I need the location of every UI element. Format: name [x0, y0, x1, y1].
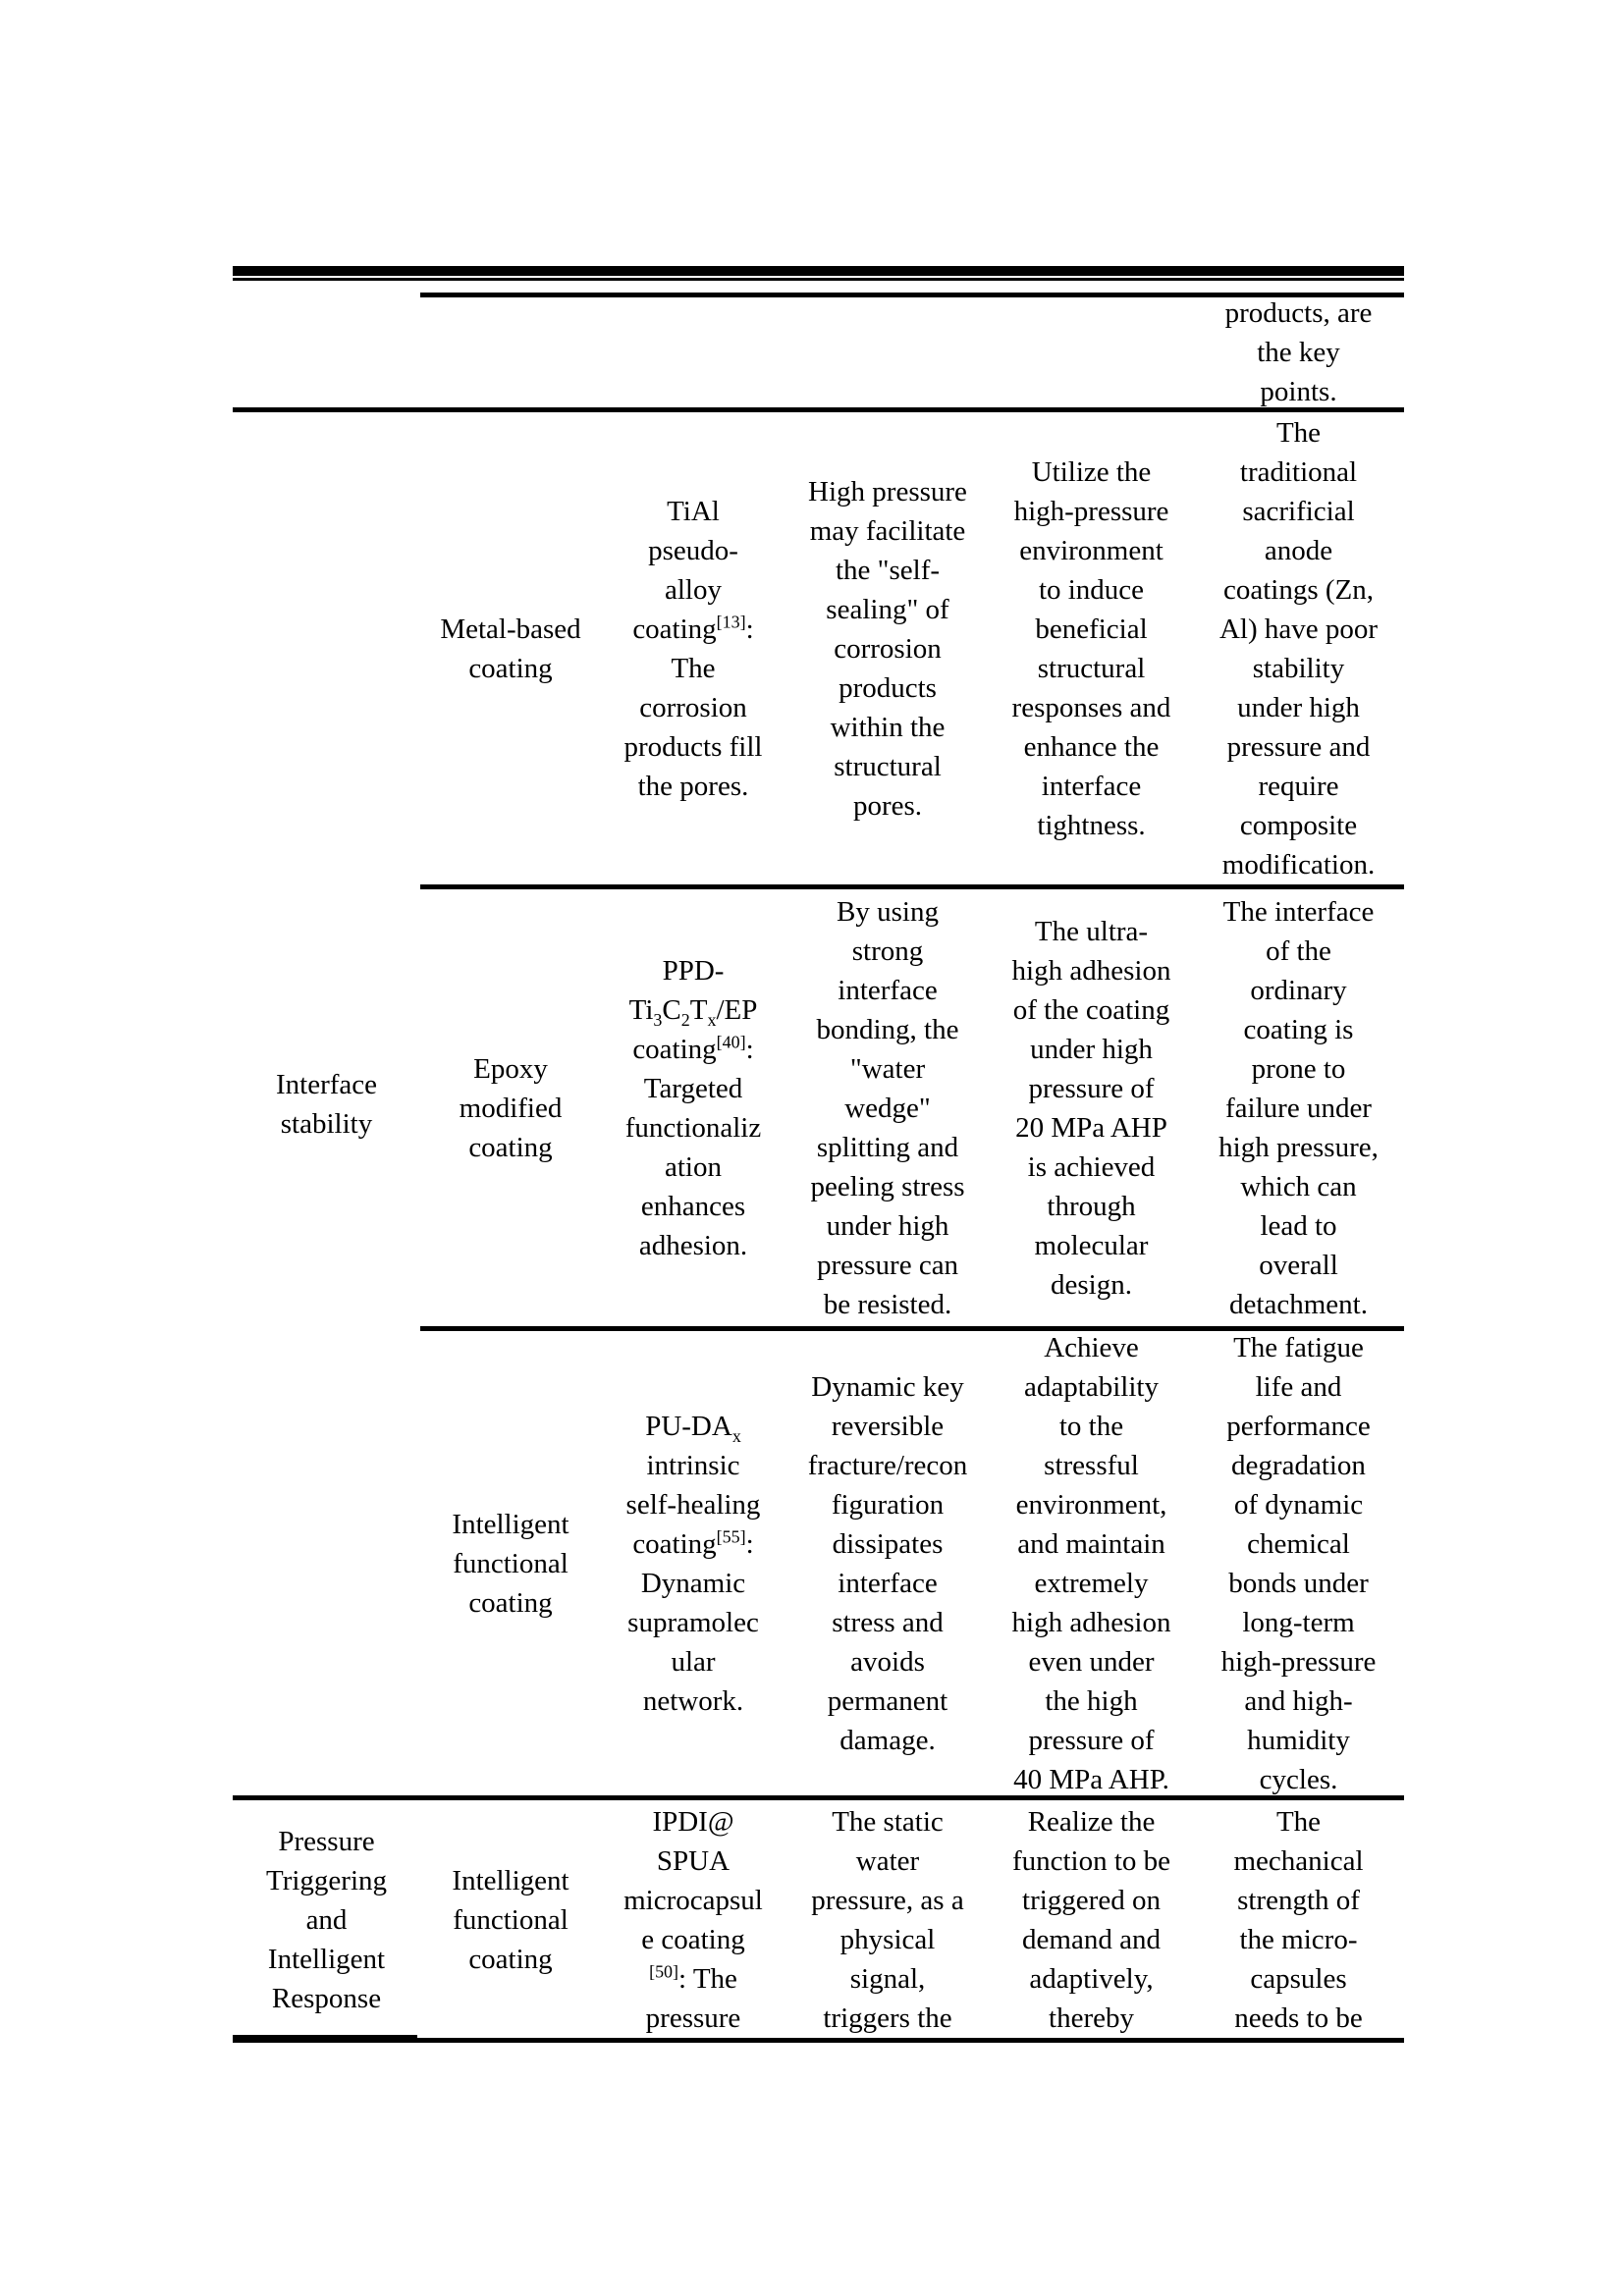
cell-metal-mechanism — [785, 412, 990, 884]
metal-strategy-text: Utilize the high-pressure environment to induce beneficial structural responses and enhance the interface tightness. — [1011, 455, 1171, 841]
cell-selfhealing-strategy — [990, 1331, 1193, 1795]
metal-mechanism-text: High pressure may facilitate the "self- sealing" of corrosion products within the structural pores. — [808, 475, 967, 822]
cell-epoxy-mechanism — [785, 889, 990, 1326]
epoxy-example-text: PPD- $Ti_3C_2T_x/EP$ coating[40]: Targeted functionaliz ation enhances adhesion. — [624, 954, 762, 1261]
selfhealing-strategy-text: Achieve adaptability to the stressful environment, and maintain extremely high adhesion even under the high pressure of 40 MPa AHP. — [1011, 1331, 1171, 1795]
cell-epoxy-example — [601, 889, 785, 1326]
microcapsule-challenge-text: The mechanical strength of the micro- capsules needs to be — [1233, 1806, 1364, 2034]
cell-selfhealing-challenge — [1193, 1331, 1404, 1795]
table-top-rule-thin — [233, 278, 1404, 281]
selfhealing-challenge-text: The fatigue life and performance degradation of dynamic chemical bonds under long-term high-pressure and high- humidity cycles. — [1220, 1331, 1377, 1795]
cell-microcapsule-type — [420, 1804, 601, 2036]
group-interface-stability-label: Interface stability — [275, 1068, 377, 1140]
cell-group-interface-stability — [233, 412, 420, 1795]
cell-microcapsule-mechanism — [785, 1804, 990, 2036]
cell-metal-type — [420, 412, 601, 884]
cell-microcapsule-strategy — [990, 1804, 1193, 2036]
cell-microcapsule-example — [601, 1804, 785, 2036]
epoxy-type-text: Epoxy modified coating — [459, 1052, 563, 1163]
cell-selfhealing-type — [420, 1331, 601, 1795]
cell-metal-strategy — [990, 412, 1193, 884]
bottom-rule-right-segment — [417, 2038, 1404, 2043]
selfhealing-mechanism-text: Dynamic key reversible fracture/recon figuration dissipates interface stress and avoids permanent damage. — [807, 1370, 968, 1756]
bottom-rule-left-segment — [233, 2035, 417, 2043]
microcapsule-mechanism-text: The static water pressure, as a physical signal, triggers the — [811, 1806, 964, 2034]
table-top-rule-thick — [233, 266, 1404, 276]
microcapsule-example-text: IPDI@ SPUA microcapsul e coating [50]: The pressure — [623, 1806, 763, 2034]
cell-epoxy-type — [420, 889, 601, 1326]
cell-microcapsule-challenge — [1193, 1804, 1404, 2036]
metal-type-text: Metal-based coating — [440, 613, 581, 684]
cell-metal-example — [601, 412, 785, 884]
selfhealing-type-text: Intelligent functional coating — [452, 1508, 569, 1619]
epoxy-mechanism-text: By using strong interface bonding, the "water wedge" splitting and peeling stress under high pressure can be resisted. — [810, 895, 965, 1320]
microcapsule-type-text: Intelligent functional coating — [452, 1865, 569, 1975]
continuation-challenge-text: products, are the key points. — [1224, 297, 1373, 407]
epoxy-strategy-text: The ultra- high adhesion of the coating under high pressure of 20 MPa AHP is achieved through molecular design. — [1011, 915, 1171, 1301]
metal-example-text: TiAl pseudo- alloy coating[13]: The corrosion products fill the pores. — [623, 495, 763, 802]
cell-selfhealing-example — [601, 1331, 785, 1795]
cell-metal-challenge — [1193, 412, 1404, 884]
selfhealing-example-text: $PU-DA_x$ intrinsic self-healing coating[55]: Dynamic supramolec ular network. — [625, 1410, 761, 1717]
group-pressure-response-label: Pressure Triggering and Intelligent Response — [266, 1826, 387, 2014]
cell-group-pressure-response — [233, 1804, 420, 2036]
metal-challenge-text: The traditional sacrificial anode coatings (Zn, Al) have poor stability under high pressure and require composite modification. — [1218, 416, 1379, 881]
cell-selfhealing-mechanism — [785, 1331, 990, 1795]
epoxy-challenge-text: The interface of the ordinary coating is prone to failure under high pressure, which can lead to overall detachment. — [1218, 895, 1379, 1320]
microcapsule-strategy-text: Realize the function to be triggered on demand and adaptively, thereby — [1011, 1806, 1171, 2034]
cell-continuation-challenge — [1193, 297, 1404, 407]
cell-epoxy-challenge — [1193, 889, 1404, 1326]
cell-epoxy-strategy — [990, 889, 1193, 1326]
